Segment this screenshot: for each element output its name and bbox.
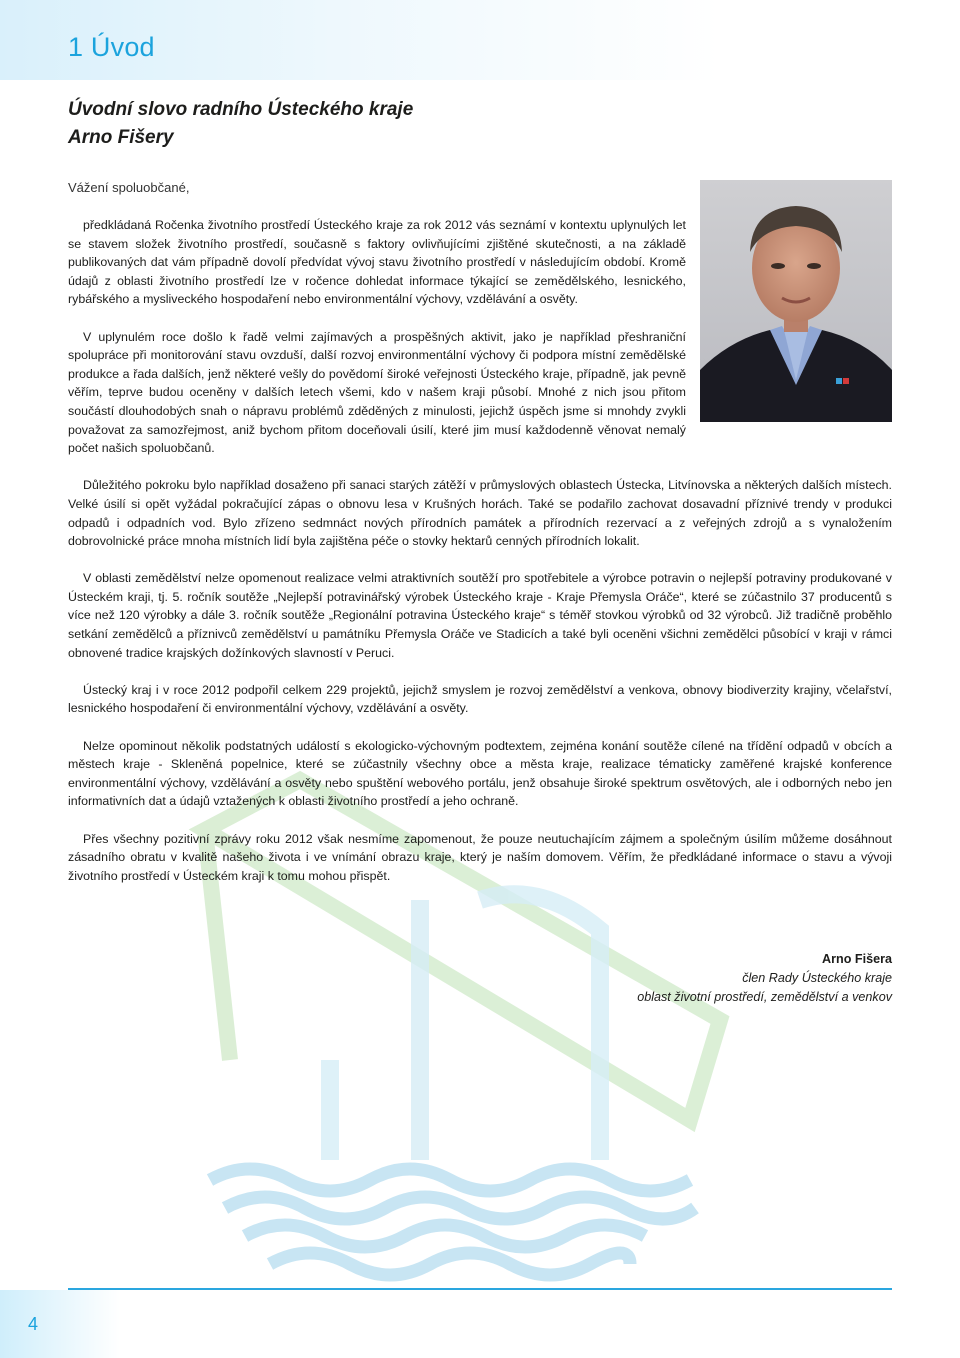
- page-number: 4: [28, 1314, 39, 1334]
- paragraph-1: předkládaná Ročenka životního prostředí Ústeckého kraje za rok 2012 vás seznámí v kontextu uplynulých let se stavem složek životního prostředí, současně s faktory ovlivňujícími zjištěné skutečnosti, a na základě publikovaných dat vám případně dovolí předvídat vývoj stavu životního prostředí v následujícím období. Kromě údajů z oblasti životního prostředí lze v ročence dohledat informace týkající se zemědělského, lesnického, rybářského a mysliveckého hospodaření nebo environmentální výchovy, vzdělávání a osvěty.: [68, 218, 686, 307]
- chapter-title: 1 Úvod: [68, 32, 155, 62]
- photo-spacer: [686, 216, 892, 442]
- salutation: Vážení spoluobčané,: [68, 180, 190, 195]
- signature-block: [637, 950, 892, 1007]
- paragraph-6: Nelze opominout několik podstatných událostí s ekologicko-výchovným podtextem, zejména konání soutěže cílené na třídění odpadů v obcích a městech kraje - Skleněná popelnice, které se zúčastnily všechny obce a města kraje, realizace tématicky zaměřené krajské konference environmentální výchovy, vzdělávání a osvěty nebo spuštění webového portálu, jenž obsahuje široké spektrum osvětových, ale i odborných nebo jen informativních dat a údajů vztažených k oblasti životního prostředí a jeho ochraně.: [68, 738, 892, 809]
- footer-band: [0, 1290, 120, 1358]
- paragraph-4: V oblasti zemědělství nelze opomenout realizace velmi atraktivních soutěží pro spotřebitele a výrobce potravin o nejlepší potraviny produkované v Ústeckém kraji, tj. 5. ročník soutěže „Nejlepší potravinářský výrobek Ústeckého kraje - Kraje Přemysla Oráče“, které se zúčastnilo 37 producentů s více než 120 výrobky a dále 3. ročník soutěže „Regionální potravina Ústeckého kraje“ s téměř stovkou výrobků od 32 výrobců. Již tradičně proběhlo setkání zemědělců a příznivců zemědělství u památníku Přemysla Oráče ve Stadicích a také byli oceněni všichni zemědělci působící v kraji v rámci obnovené tradice krajských dožínkových slavností v Peruci.: [68, 571, 892, 660]
- heading-line-2: Arno Fišery: [68, 127, 174, 148]
- paragraph-2: V uplynulém roce došlo k řadě velmi zajímavých a prospěšných aktivit, jako je například přeshraniční spolupráce při monitorování stavu ovzduší, další rozvoj environmentální výchovy či podpora místní zemědělské produkce a řada dalších, jenž některé vešly do povědomí široké veřejnosti Ústeckého kraje, případně, jak pevně věřím, teprve budou oceněny v dalších letech všemi, kdo v našem kraji působí. Mnohé z nich jsou přitom součástí dlouhodobých snah o nápravu problémů zděděných z minulosti, jejichž úspěch jsme si mnohdy zvykli považovat za samozřejmost, aniž bychom přitom doceňovali úsilí, které jim musí každodenně věnovat nemalý počet našich spoluobčanů.: [68, 329, 686, 456]
- letter-body: [68, 216, 892, 904]
- paragraph-7: Přes všechny pozitivní zprávy roku 2012 však nesmíme zapomenout, že pouze neutuchajícím zájmem a společným úsilím můžeme dosáhnout zásadního obratu v kvalitě našeho života i ve vnímání obrazu kraje, který je naším domovem. Věřím, že předkládané informace o stavu a vývoji životního prostředí v Ústeckém kraji k tomu mohou přispět.: [68, 831, 892, 883]
- signature-name: Arno Fišera: [822, 952, 892, 966]
- paragraph-3: Důležitého pokroku bylo například dosaženo při sanaci starých zátěží v průmyslových oblastech Ústecka, Litvínovska a některých dalších místech. Velké úsilí si opět vyžádal pokračující zápas o obnovu lesa v Krušných horách. Také se podařilo zachovat dosavadní příznivé trendy v produkci odpadů i odpadních vod. Bylo zřízeno sedmnáct nových přírodních památek a přírodních rezervací a z veřejných zdrojů a s vynaložením dobrovolnické práce mnoha místních lidí byla zajištěna péče o stovky hektarů cenných přírodních lokalit.: [68, 478, 892, 549]
- paragraph-5: Ústecký kraj i v roce 2012 podpořil celkem 229 projektů, jejichž smyslem je rozvoj zemědělství a venkova, obnovy biodiverzity krajiny, včelařství, lesnického hospodaření či environmentální výchovy, vzdělávání a osvěty.: [68, 682, 892, 716]
- article-heading: [68, 96, 413, 152]
- heading-line-1: Úvodní slovo radního Ústeckého kraje: [68, 99, 414, 120]
- footer-rule: [68, 1288, 892, 1290]
- signature-area: oblast životní prostředí, zemědělství a venkov: [637, 990, 892, 1004]
- signature-role: člen Rady Ústeckého kraje: [742, 971, 892, 985]
